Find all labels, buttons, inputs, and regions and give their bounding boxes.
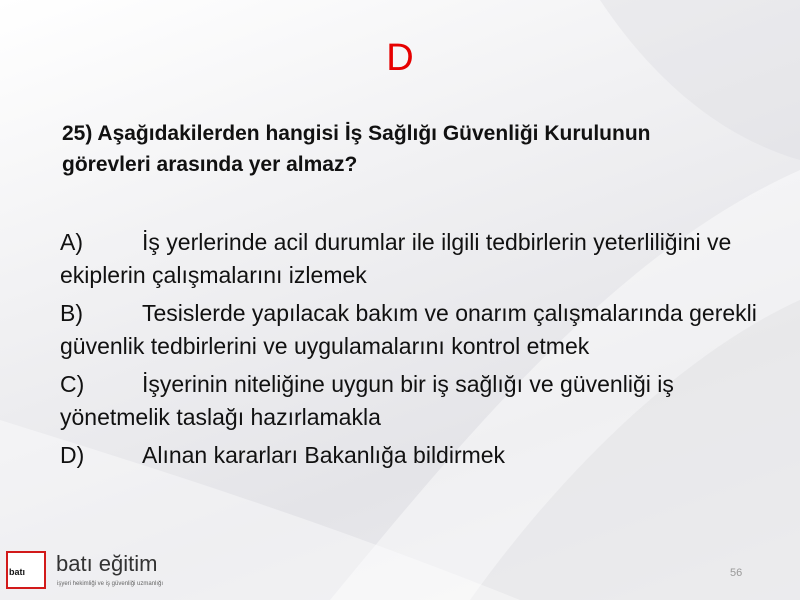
option-d (60, 439, 760, 472)
answer-options (60, 226, 760, 478)
logo-name: batı eğitim (56, 551, 158, 576)
page-number: 56 (730, 567, 743, 579)
logo-tagline: işyeri hekimliği ve iş güvenliği uzmanlığı (57, 581, 164, 587)
bati-egitim-logo (6, 551, 186, 595)
option-c (60, 368, 760, 433)
logo-box (6, 551, 46, 589)
option-text: İş yerlerinde acil durumlar ile ilgili tedbirlerin yeterliliğini ve ekiplerin çalışmalarını izlemek (60, 229, 732, 288)
option-text: Alınan kararları Bakanlığa bildirmek (142, 442, 506, 468)
option-a (60, 226, 760, 291)
option-letter: B) (60, 300, 83, 326)
option-text: İşyerinin niteliğine uygun bir iş sağlığı ve güvenliği iş yönetmelik taslağı hazırlamakla (60, 371, 674, 430)
logo-box-text: batı (9, 567, 26, 577)
option-text: Tesislerde yapılacak bakım ve onarım çalışmalarında gerekli güvenlik tedbirlerini ve uygulamalarını kontrol etmek (60, 300, 757, 359)
question-text: 25) Aşağıdakilerden hangisi İş Sağlığı Güvenliği Kurulunun görevleri arasında yer almaz? (62, 122, 651, 176)
option-letter: C) (60, 371, 85, 397)
slide-title: D (386, 37, 414, 79)
option-letter: A) (60, 229, 83, 255)
option-letter: D) (60, 442, 85, 468)
option-b (60, 297, 760, 362)
